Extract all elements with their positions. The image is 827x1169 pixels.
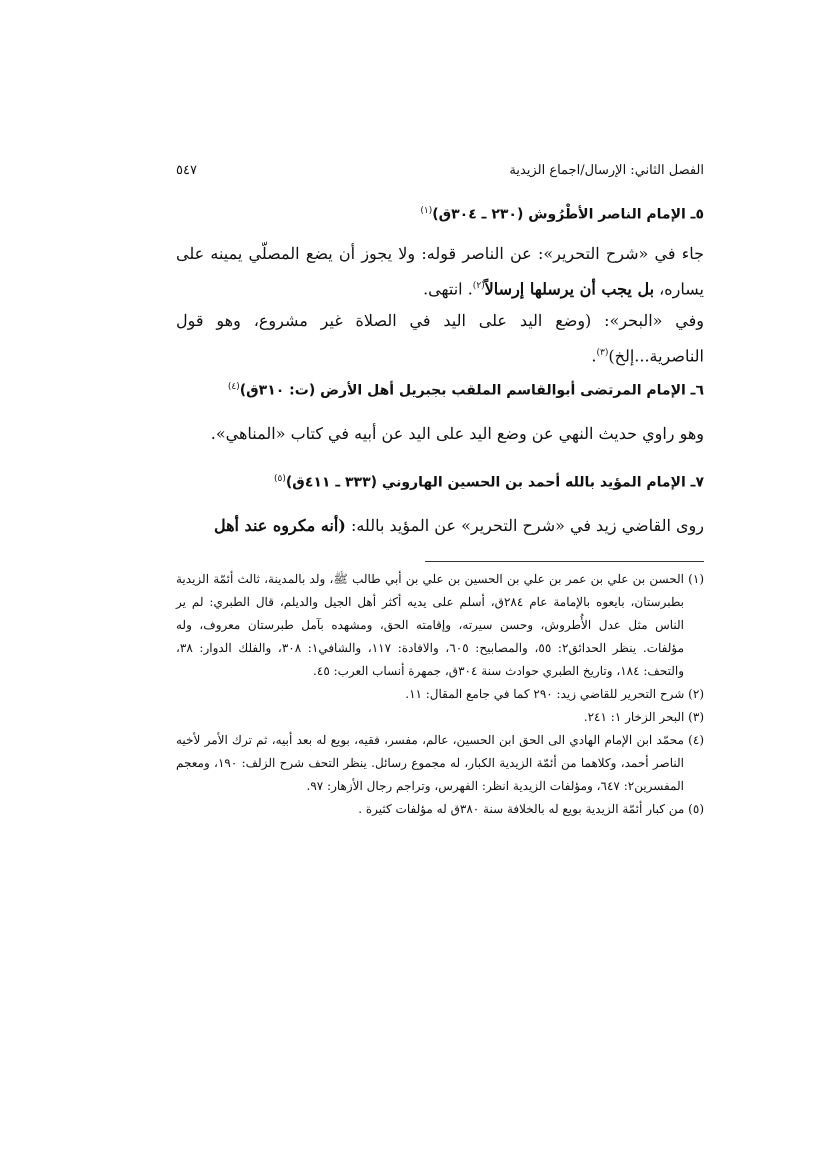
footnote-ref[interactable]: (٢)	[472, 280, 485, 291]
section-heading-text: ٦ـ الإمام المرتضى أبوالقاسم الملقب بجبريل أهل الأرض (ت: ٣١٠ق)	[239, 382, 704, 399]
section-heading	[176, 466, 704, 496]
paragraph-text: . انتهى.	[423, 278, 473, 298]
footnote-ref[interactable]: (١)	[420, 206, 433, 216]
emphasized-text: بل يجب أن يرسلها إرسالاً	[484, 278, 655, 298]
main-text	[176, 198, 704, 542]
section-heading	[176, 198, 704, 228]
footnote-divider	[425, 561, 704, 562]
section-heading-text: ٧ـ الإمام المؤيد بالله أحمد بن الحسين الهاروني (٣٣٣ ـ ٤١١ق)	[285, 474, 704, 491]
paragraph	[176, 305, 704, 372]
footnote-ref[interactable]: (٤)	[227, 382, 240, 393]
paragraph-text: روى القاضي زيد في «شرح التحرير» عن المؤيد بالله:	[345, 515, 704, 535]
paragraph: وهو راوي حديث النهي عن وضع اليد على اليد عن أبيه في كتاب «المناهي».	[210, 423, 704, 443]
paragraph-text: وفي «البحر»: (وضع اليد على اليد في الصلاة غير مشروع، وهو قول الناصرية...إلخ)	[176, 310, 704, 366]
footnote: (١) الحسن بن علي بن عمر بن علي بن الحسين بن علي بن أبي طالب ﷺ، ولد بالمدينة، ثالث أئمّة الزيدية بطبرستان، بايعوه بالإمامة عام ٢٨٤ق، أسلم على يديه أكثر أهل الجيل والديلم، قال الطبري: لم ير الناس مثل عدل الأُطروش، وحسن سيرته، وإقامته الحق، ومشهده بآمل طبرستان معروف، وله مؤلفات. ينظر الحدائق٢: ٥٥، والمصابيح: ٦٠٥، والافادة: ١١٧، والشافي١: ٣٠٨، والفلك الدوار: ٣٨، والتحف: ١٨٤، وتاريخ الطبري حوادث سنة ٣٠٤ق، جمهرة أنساب العرب: ٤٥.	[176, 572, 704, 678]
footnote-ref[interactable]: (٣)	[596, 347, 609, 358]
footnote: (٤) محمّد ابن الإمام الهادي الى الحق ابن الحسين، عالم، مفسر، فقيه، بويع له بعد أبيه، ثم ترك الأمر لأخيه الناصر أحمد، وكلاهما من أئمّة الزيدية الكبار، له مجموع رسائل. ينظر التحف شرح الزلف: ١٩٠، ومعجم المفسرين٢: ٦٤٧، ومؤلفات الزيدية انظر: الفهرس، وتراجم رجال الأزهار: ٩٧.	[176, 733, 704, 793]
paragraph	[176, 510, 704, 542]
footnote-ref[interactable]: (٥)	[274, 473, 286, 484]
footnote: (٥) من كبار أئمّة الزيدية بويع له بالخلافة سنة ٣٨٠ق له مؤلفات كثيرة .	[358, 802, 704, 816]
paragraph-text: .	[591, 346, 597, 366]
chapter-title: الفصل الثاني: الإرسال/اجماع الزيدية	[509, 163, 704, 178]
running-header	[176, 158, 704, 184]
page-number: ٥٤٧	[176, 163, 197, 178]
footnote: (٣) البحر الزخار ١: ٢٤١.	[583, 710, 704, 724]
footnote: (٢) شرح التحرير للقاضي زيد: ٢٩٠ كما في جامع المقال: ١١.	[405, 687, 704, 701]
footnotes	[176, 568, 704, 821]
section-heading-text: ٥ـ الإمام الناصر الأطْرُوش (٢٣٠ ـ ٣٠٤ق)	[432, 206, 704, 223]
paragraph-text: جاء في «شرح التحرير»: عن الناصر قوله: ولا يجوز أن يضع المصلّي يمينه على يساره،	[176, 243, 704, 298]
paragraph	[176, 238, 704, 305]
section-heading	[176, 374, 704, 404]
emphasized-text: (أنه مكروه عند أهل	[213, 515, 346, 535]
